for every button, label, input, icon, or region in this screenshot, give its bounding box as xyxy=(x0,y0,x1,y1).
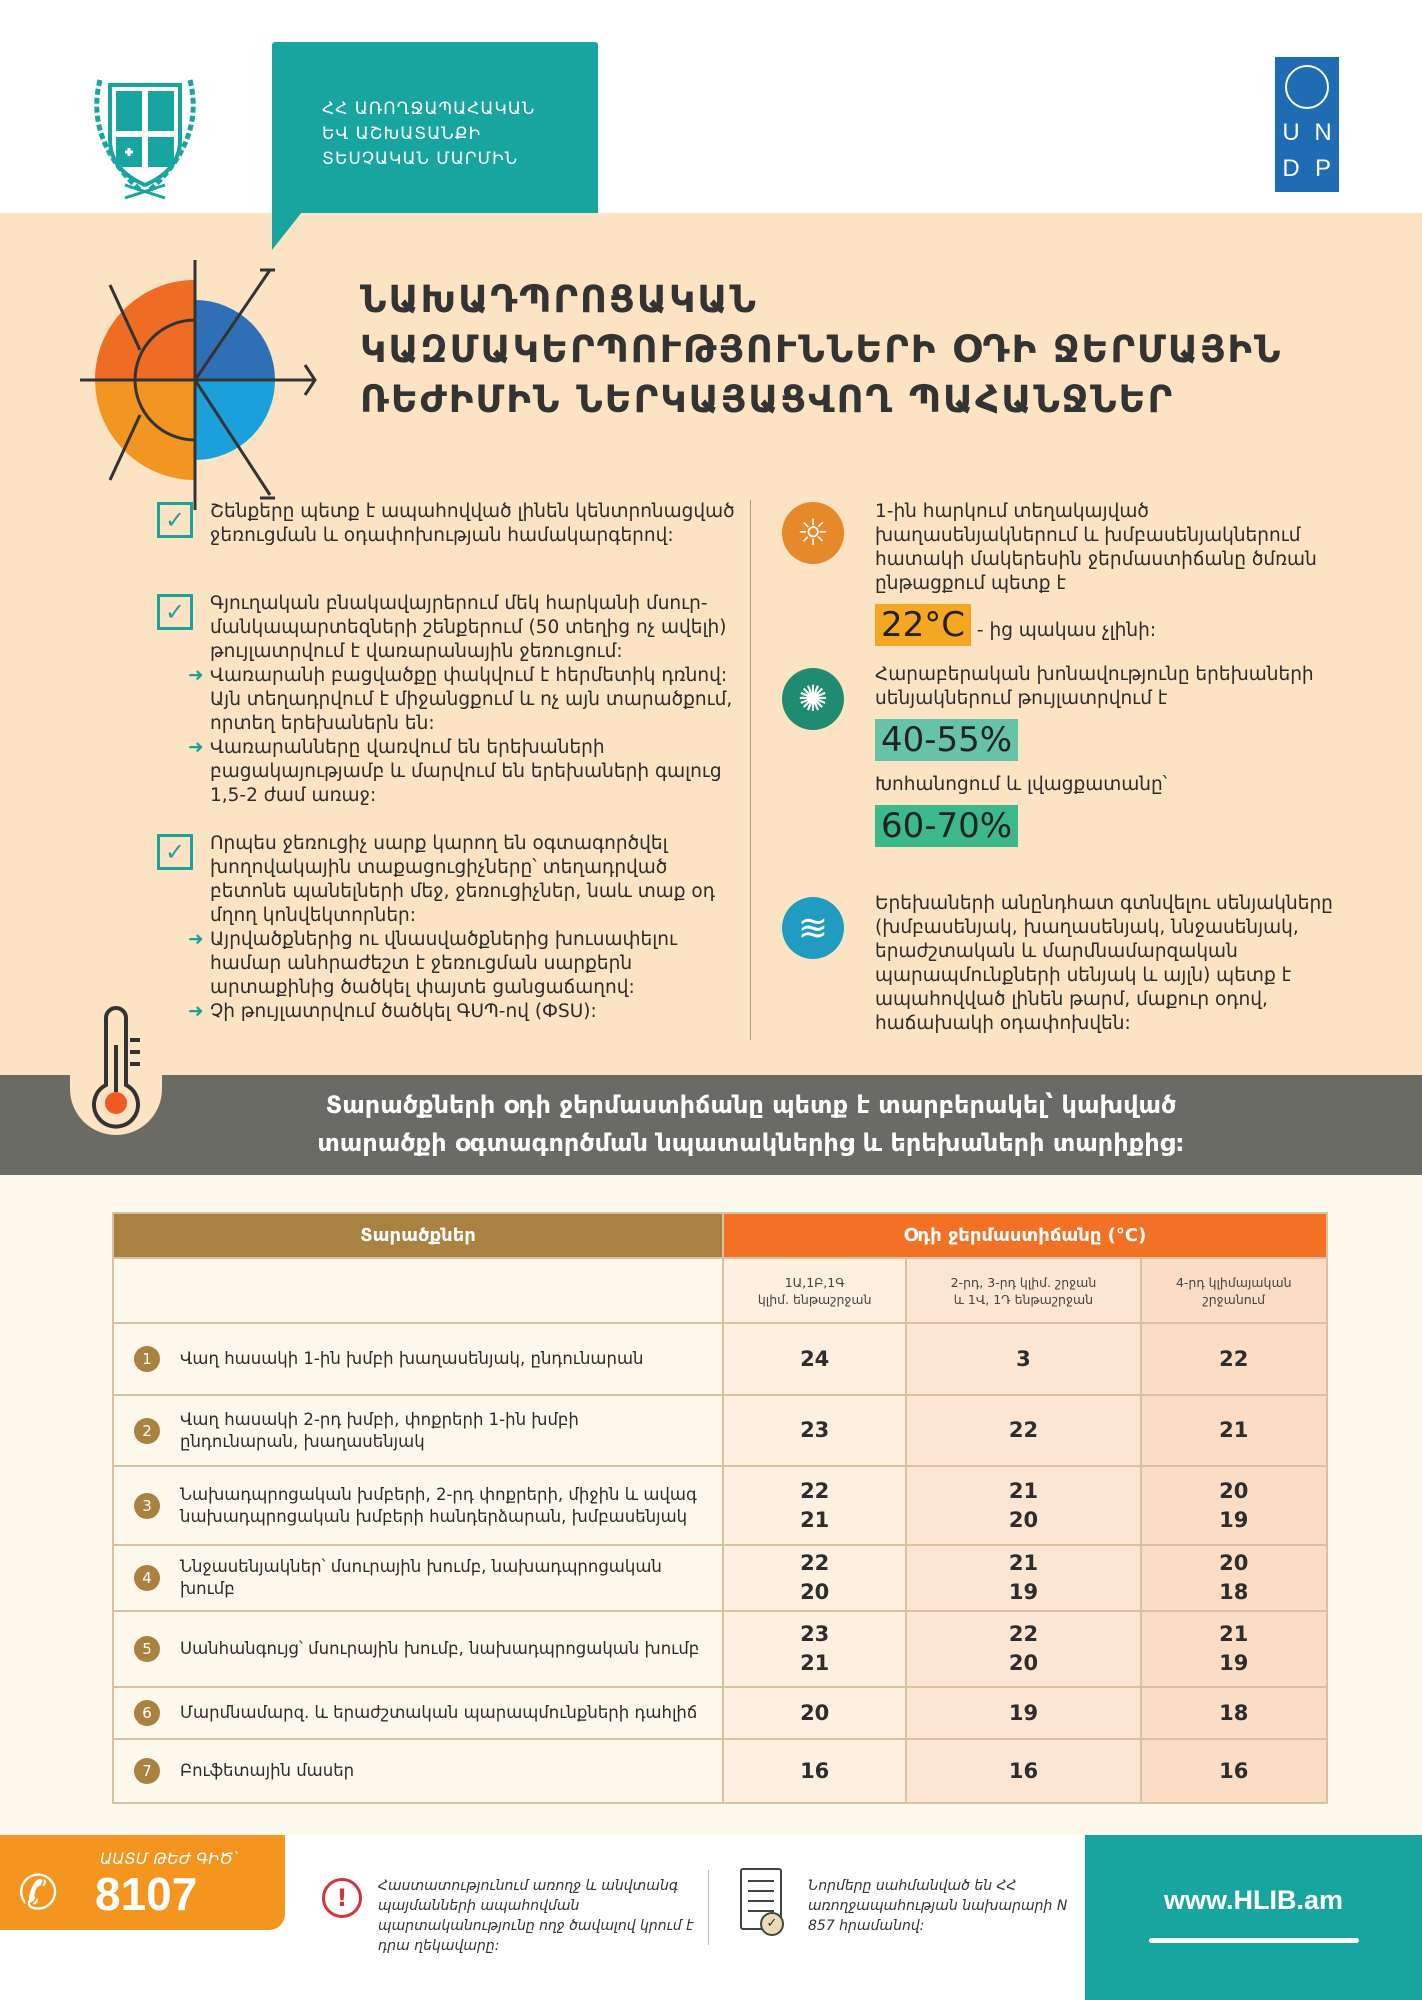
temperature-value: 21 19 xyxy=(1141,1611,1327,1687)
clipboard-checklist-icon: ✓ xyxy=(740,1868,782,1930)
arrow-icon: ➜ xyxy=(188,1001,204,1022)
arrow-icon: ➜ xyxy=(188,929,204,950)
row-number-badge: 2 xyxy=(134,1418,160,1444)
table-row xyxy=(113,1611,1327,1687)
requirement-item xyxy=(160,500,740,548)
row-number-badge: 1 xyxy=(134,1346,160,1372)
un-globe-icon xyxy=(1285,65,1329,109)
page-title xyxy=(360,275,1283,425)
checkbox-icon: ✓ xyxy=(157,502,193,538)
humidity-value: 40-55% xyxy=(875,719,1018,761)
hotline-label: ԱԱՏՄ ԹԵԺ ԳԻԾ՝ xyxy=(100,1849,237,1868)
zone-line: և 1Վ, 1Դ ենթաշրջան xyxy=(953,1291,1094,1307)
warning-icon: ! xyxy=(322,1878,362,1918)
temperature-value: 21 xyxy=(1141,1395,1327,1466)
room-name: Բուֆետային մասեր xyxy=(180,1761,355,1780)
temperature-value: 23 21 xyxy=(723,1611,906,1687)
temperature-table xyxy=(112,1212,1328,1804)
temperature-value: 3 xyxy=(906,1323,1140,1395)
website-box[interactable] xyxy=(1085,1835,1422,2000)
zone-line: 1Ա,1Բ,1Գ xyxy=(784,1274,845,1290)
temperature-value: 24 xyxy=(723,1323,906,1395)
room-name: Նախադպրոցական խմբերի, 2-րդ փոքրերի, միջին և ավագ նախադպրոցական խմբերի հանդերձարան, խմբասենյակ xyxy=(180,1484,697,1526)
table-row xyxy=(113,1739,1327,1803)
temperature-value: 21 20 xyxy=(906,1466,1140,1545)
norms-reference: Նորմերը սահմանված են ՀՀ առողջապահության նախարարի N 857 հրամանով: xyxy=(808,1878,1068,1934)
room-cell xyxy=(113,1395,723,1466)
table-row xyxy=(113,1687,1327,1739)
temperature-value: 20 19 xyxy=(1141,1466,1327,1545)
climate-zone-header xyxy=(906,1258,1140,1323)
sub-requirement-text: Այրվածքներից ու վնասվածքներից խուսափելու համար անհրաժեշտ է ջեռուցման սարքերն արտաքինից ծածկել փայտե ցանցաճաղով: xyxy=(210,929,677,998)
requirement-item xyxy=(160,592,740,808)
floor-temperature-value: 22°C xyxy=(875,604,971,646)
sun-icon: ☼ xyxy=(782,502,844,564)
header-bar xyxy=(0,0,1422,213)
temperature-value: 16 xyxy=(723,1739,906,1803)
org-name-line: ԵՎ ԱՇԽԱՏԱՆՔԻ xyxy=(322,124,482,144)
row-number-badge: 3 xyxy=(134,1493,160,1519)
room-cell xyxy=(113,1687,723,1739)
phone-icon: ✆ xyxy=(18,1865,59,1921)
hotline-box[interactable] xyxy=(0,1835,285,1930)
checkbox-icon: ✓ xyxy=(157,594,193,630)
temperature-value: 22 21 xyxy=(723,1466,906,1545)
banner-line: Տարածքների օդի ջերմաստիճանը պետք է տարբերակել՝ կախված xyxy=(325,1091,1177,1119)
room-cell xyxy=(113,1545,723,1611)
kitchen-humidity-value: 60-70% xyxy=(875,805,1018,847)
sub-requirement-text: Չի թույլատրվում ծածկել ԳՍՊ-ով (ФSU): xyxy=(210,1001,597,1022)
temperature-value: 22 xyxy=(1141,1323,1327,1395)
sub-requirement-text: Վառարանի բացվածքը փակվում է հերմետիկ դռնով: Այն տեղադրվում է միջանցքում և ոչ այն տարածքում, որտեղ երեխաներն են: xyxy=(210,665,733,734)
requirement-text: Գյուղական բնակավայրերում մեկ հարկանի մսուր-մանկապարտեզների շենքերում (50 տեղից ոչ ավելի) թույլատրվում է վառարանային ջեռուցում: xyxy=(210,593,727,662)
rooms-column-header: Տարածքներ xyxy=(113,1213,723,1258)
org-name-line: ՏԵՍՉԱԿԱՆ ՄԱՐՄԻՆ xyxy=(322,149,519,169)
organization-name-box xyxy=(272,42,598,213)
requirement-item xyxy=(160,832,740,1024)
room-cell xyxy=(113,1739,723,1803)
fresh-air-text: Երեխաների անընդհատ գտնվելու սենյակները (խմբասենյակ, խաղասենյակ, ննջասենյակ, երաժշտական և մարմնամարզական պարապմունքների սենյակ և այլն) պետք է ապահովված լինեն թարմ, մաքուր օդով, հաճախակի օդափոխվեն: xyxy=(875,893,1333,1034)
temperature-column-header: Օդի ջերմաստիճանը (°C) xyxy=(723,1213,1327,1258)
temperature-value: 16 xyxy=(906,1739,1140,1803)
table-row xyxy=(113,1395,1327,1466)
room-cell xyxy=(113,1323,723,1395)
ministry-emblem-logo xyxy=(80,70,210,200)
temperature-value: 22 20 xyxy=(906,1611,1140,1687)
website-link[interactable]: www.HLIB.am xyxy=(1163,1885,1344,1915)
room-name: Վաղ հասակի 1-ին խմբի խաղասենյակ, ընդունարան xyxy=(180,1349,644,1368)
row-number-badge: 7 xyxy=(134,1758,160,1784)
empty-cell xyxy=(113,1258,723,1323)
humidity-swirl-icon: ✺ xyxy=(782,668,844,730)
checkbox-icon: ✓ xyxy=(157,834,193,870)
responsibility-notice: Հաստատությունում առողջ և անվտանգ պայմանների ապահովման պարտականությունը ողջ ծավալով կրում է դրա ղեկավարը: xyxy=(378,1878,694,1954)
row-number-badge: 6 xyxy=(134,1700,160,1726)
title-line: ԿԱԶՄԱԿԵՐՊՈՒԹՅՈՒՆՆԵՐԻ ՕԴԻ ՋԵՐՄԱՅԻՆ xyxy=(360,328,1283,371)
title-line: ՆԱԽԱԴՊՐՈՑԱԿԱՆ xyxy=(360,278,758,321)
temperature-value: 19 xyxy=(906,1687,1140,1739)
temperature-value: 22 20 xyxy=(723,1545,906,1611)
arrow-icon: ➜ xyxy=(188,737,204,758)
banner-line: տարածքի օգտագործման նպատակներից և երեխաների տարիքից: xyxy=(317,1129,1185,1157)
room-name: Սանհանգույց՝ մսուրային խումբ, նախադպրոցական խումբ xyxy=(180,1639,700,1658)
temperature-value: 16 xyxy=(1141,1739,1327,1803)
room-name: Ննջասենյակներ՝ մսուրային խումբ, նախադպրոցական խումբ xyxy=(180,1557,662,1598)
temperature-value: 18 xyxy=(1141,1687,1327,1739)
requirement-text: Որպես ջեռուցիչ սարք կարող են օգտագործվել խողովակային տաքացուցիչները՝ տեղադրված բետոնե պանելների մեջ, ջեռուցիչներ, նաև տաք օդ մղող կոնվեկտորներ: xyxy=(210,833,715,926)
temperature-value: 23 xyxy=(723,1395,906,1466)
temperature-value: 21 19 xyxy=(906,1545,1140,1611)
website-underline xyxy=(1149,1938,1359,1943)
arrow-icon: ➜ xyxy=(188,665,204,686)
room-cell xyxy=(113,1611,723,1687)
row-number-badge: 4 xyxy=(134,1565,160,1591)
sub-requirement-text: Վառարանները վառվում են երեխաների բացակայությամբ և մարվում են երեխաների գալուց 1,5-2 ժամ առաջ: xyxy=(210,737,722,806)
air-waves-icon: ≋ xyxy=(782,897,844,959)
climate-zone-header xyxy=(723,1258,906,1323)
kitchen-humidity-text: Խոհանոցում և լվացքատանը՝ xyxy=(875,774,1168,795)
humidity-block xyxy=(875,663,1345,847)
temperature-value: 20 xyxy=(723,1687,906,1739)
column-divider xyxy=(750,500,751,1040)
thermometer-icon xyxy=(70,1000,162,1135)
requirement-text: Շենքերը պետք է ապահովված լինեն կենտրոնացված ջեռուցման և օդափոխության համակարգերով: xyxy=(210,501,735,546)
temperature-value: 22 xyxy=(906,1395,1140,1466)
temperature-banner xyxy=(0,1075,1422,1175)
floor-temperature-suffix: - ից պակաս չլինի: xyxy=(976,620,1157,641)
undp-logo xyxy=(1275,57,1339,192)
zone-line: 4-րդ կլիմայական xyxy=(1175,1274,1292,1290)
floor-temperature-block xyxy=(875,500,1345,646)
room-name: Վաղ հասակի 2-րդ խմբի, փոքրերի 1-ին խմբի ընդունարան, խաղասենյակ xyxy=(180,1409,579,1451)
footer-divider xyxy=(708,1870,709,1945)
zone-line: կլիմ. ենթաշրջան xyxy=(757,1291,872,1307)
undp-letter: U xyxy=(1282,119,1300,146)
undp-letter: D xyxy=(1282,155,1300,182)
temperature-value: 20 18 xyxy=(1141,1545,1327,1611)
table-row xyxy=(113,1545,1327,1611)
zone-line: 2-րդ, 3-րդ կլիմ. շրջան xyxy=(950,1274,1097,1290)
sun-snowflake-icon xyxy=(60,240,330,520)
floor-temperature-text: 1-ին հարկում տեղակայված խաղասենյակներում և խմբասենյակներում հատակի մակերեսին ջերմաստիճանը ծմռան ընթացքում պետք է xyxy=(875,501,1317,594)
table-row xyxy=(113,1466,1327,1545)
table-row xyxy=(113,1323,1327,1395)
org-name-line: ՀՀ ԱՌՈՂՋԱՊԱՀԱԿԱՆ xyxy=(322,99,536,119)
room-cell xyxy=(113,1466,723,1545)
undp-letter: N xyxy=(1314,119,1332,146)
climate-zone-header xyxy=(1141,1258,1327,1323)
undp-letter: P xyxy=(1314,155,1331,182)
humidity-text: Հարաբերական խոնավությունը երեխաների սենյակներում թույլատրվում է xyxy=(875,664,1314,709)
title-line: ՌԵԺԻՄԻՆ ՆԵՐԿԱՅԱՑՎՈՂ ՊԱՀԱՆՋՆԵՐ xyxy=(360,378,1175,421)
row-number-badge: 5 xyxy=(134,1636,160,1662)
zone-line: շրջանում xyxy=(1202,1291,1266,1307)
hotline-number: 8107 xyxy=(95,1868,198,1920)
room-name: Մարմնամարզ. և երաժշտական պարապմունքների դահլիճ xyxy=(180,1703,698,1722)
